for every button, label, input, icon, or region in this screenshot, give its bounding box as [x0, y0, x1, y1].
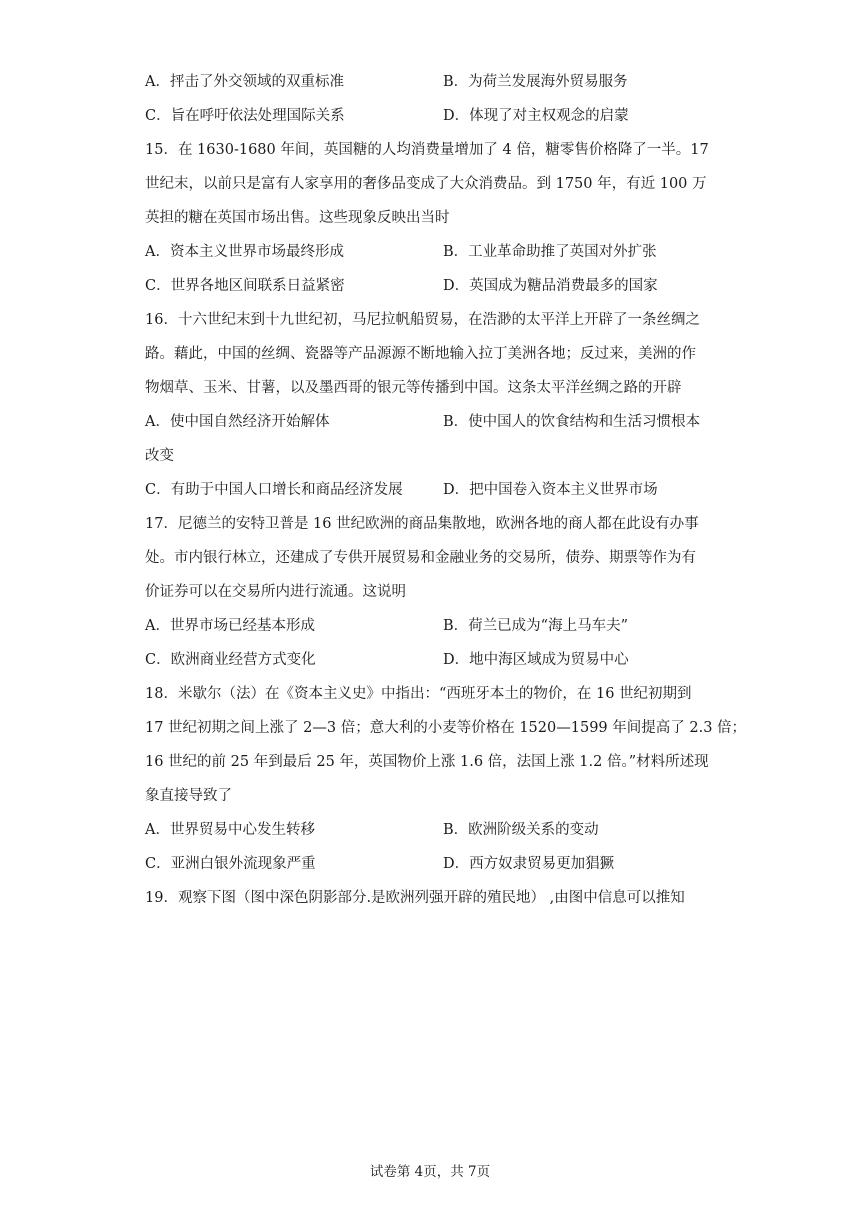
q18-stem-line-4: 象直接导致了 [145, 788, 232, 804]
q16-option-b-continued: 改变 [145, 448, 174, 464]
q15-option-d: D．英国成为糖品消费最多的国家 [443, 278, 658, 294]
q17-option-a: A．世界市场已经基本形成 [145, 618, 315, 634]
q18-option-b: B．欧洲阶级关系的变动 [443, 822, 599, 838]
q18-stem-line-1: 18．米歇尔（法）在《资本主义史》中指出：“西班牙本土的物价，在 16 世纪初期到 [145, 686, 692, 702]
q14-option-b: B．为荷兰发展海外贸易服务 [443, 74, 628, 90]
q16-option-a: A．使中国自然经济开始解体 [145, 414, 330, 430]
q15-option-a: A．资本主义世界市场最终形成 [145, 244, 344, 260]
q17-stem-line-3: 价证券可以在交易所内进行流通。这说明 [145, 584, 406, 600]
q18-option-c: C．亚洲白银外流现象严重 [145, 856, 316, 872]
q16-option-c: C．有助于中国人口增长和商品经济发展 [145, 482, 403, 498]
q16-option-d: D．把中国卷入资本主义世界市场 [443, 482, 658, 498]
q14-options-row-1 [145, 72, 715, 92]
q15-stem-line-1: 15．在 1630-1680 年间，英国糖的人均消费量增加了 4 倍，糖零售价格降了一半。17 [145, 142, 709, 158]
q18-stem-line-2: 17 世纪初期之间上涨了 2—3 倍；意大利的小麦等价格在 1520—1599 年间提高了 2.3 倍； [145, 720, 747, 736]
q17-option-d: D．地中海区域成为贸易中心 [443, 652, 629, 668]
q15-stem-line-2: 世纪末，以前只是富有人家享用的奢侈品变成了大众消费品。到 1750 年，有近 100 万 [145, 176, 707, 192]
q18-option-d: D．西方奴隶贸易更加猖獗 [443, 856, 615, 872]
q18-options-row-2 [145, 854, 715, 874]
page-footer: 试卷第 4页，共 7页 [369, 1164, 491, 1180]
q15-stem-line-3: 英担的糖在英国市场出售。这些现象反映出当时 [145, 210, 450, 226]
q19-stem-line-1: 19．观察下图（图中深色阴影部分.是欧洲列强开辟的殖民地） ,由图中信息可以推知 [145, 890, 685, 906]
q14-option-c: C．旨在呼吁依法处理国际关系 [145, 108, 345, 124]
q16-options-row-2 [145, 480, 715, 500]
q17-options-row-2 [145, 650, 715, 670]
q17-options-row-1 [145, 616, 715, 636]
q18-option-a: A．世界贸易中心发生转移 [145, 822, 315, 838]
q15-options-row-1 [145, 242, 715, 262]
q15-option-b: B．工业革命助推了英国对外扩张 [443, 244, 657, 260]
q16-options-row-1 [145, 412, 715, 432]
q14-option-a: A．抨击了外交领域的双重标准 [145, 74, 344, 90]
q16-stem-line-2: 路。藉此，中国的丝绸、瓷器等产品源源不断地输入拉丁美洲各地；反过来，美洲的作 [145, 346, 696, 362]
q17-stem-line-2: 处。市内银行林立，还建成了专供开展贸易和金融业务的交易所，债券、期票等作为有 [145, 550, 696, 566]
q16-option-b: B．使中国人的饮食结构和生活习惯根本 [443, 414, 701, 430]
q18-options-row-1 [145, 820, 715, 840]
q18-stem-line-3: 16 世纪的前 25 年到最后 25 年，英国物价上涨 1.6 倍，法国上涨 1.2 倍。”材料所述现 [145, 754, 709, 770]
q14-option-d: D．体现了对主权观念的启蒙 [443, 108, 629, 124]
q15-option-c: C．世界各地区间联系日益紧密 [145, 278, 345, 294]
q17-option-b: B．荷兰已成为“海上马车夫” [443, 618, 628, 634]
q17-option-c: C．欧洲商业经营方式变化 [145, 652, 316, 668]
q16-stem-line-1: 16．十六世纪末到十九世纪初，马尼拉帆船贸易，在浩渺的太平洋上开辟了一条丝绸之 [145, 312, 700, 328]
q16-stem-line-3: 物烟草、玉米、甘薯，以及墨西哥的银元等传播到中国。这条太平洋丝绸之路的开辟 [145, 380, 682, 396]
q14-options-row-2 [145, 106, 715, 126]
q17-stem-line-1: 17．尼德兰的安特卫普是 16 世纪欧洲的商品集散地，欧洲各地的商人都在此设有办事 [145, 516, 699, 532]
q15-options-row-2 [145, 276, 715, 296]
